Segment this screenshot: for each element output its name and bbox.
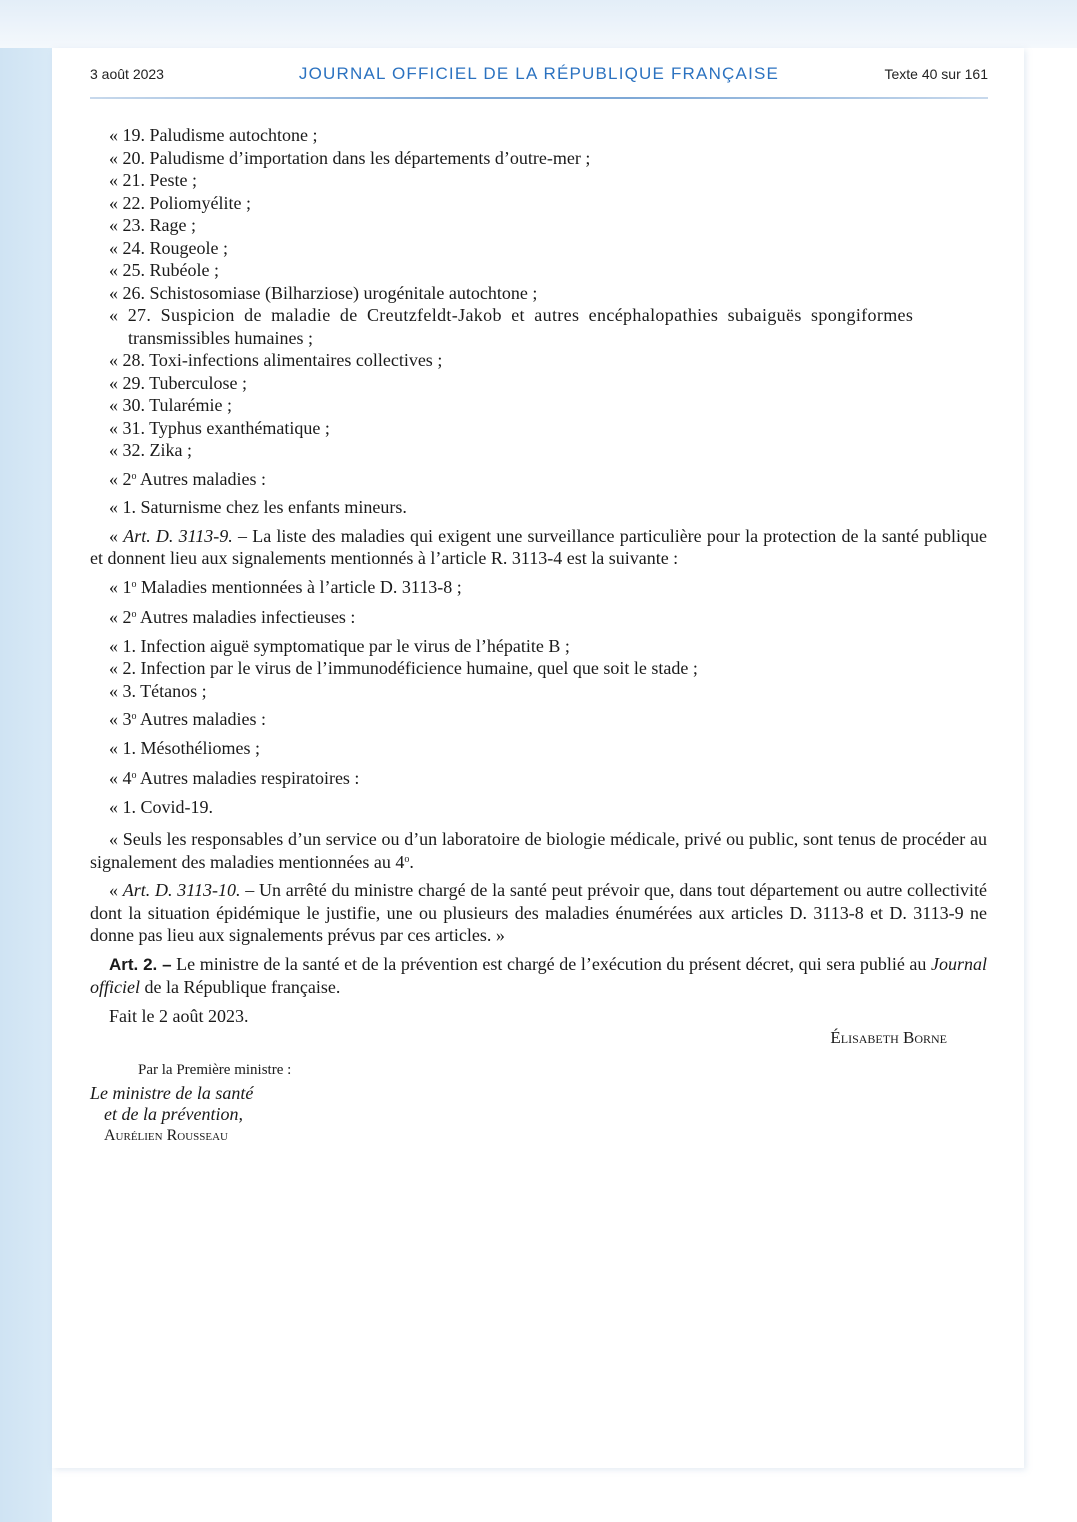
list-item: « 24. Rougeole ; (109, 237, 228, 258)
list-item: « 30. Tularémie ; (109, 395, 233, 415)
section-heading: « 2$^o$ Autres maladies : (109, 468, 266, 489)
list-item: « 28. Toxi-infections alimentaires collectives ; (109, 350, 443, 370)
list-item: « 1. Mésothéliomes ; (109, 737, 260, 758)
article-2-label: Art. 2. – (109, 954, 172, 974)
signature-block (90, 1027, 987, 1167)
list-item: « 2. Infection par le virus de l’immunodéficience humaine, quel que soit le stade ; (109, 658, 698, 678)
list-item-27 (90, 304, 987, 349)
signature-par-la: Par la Première ministre : (138, 1062, 292, 1078)
list-item: « 31. Typhus exanthématique ; (109, 417, 330, 438)
top-margin-band (0, 0, 1077, 48)
fait-le: Fait le 2 août 2023. (109, 1005, 249, 1026)
list-item: « 1. Saturnisme chez les enfants mineurs. (109, 497, 407, 517)
minister-title-line2: et de la prévention, (104, 1104, 243, 1124)
list-item: « 20. Paludisme d’importation dans les départements d’outre-mer ; (109, 147, 591, 168)
article-d3113-9: « Art. D. 3113-9. – La liste des maladies qui exigent une surveillance particulière pour la protection de la santé publique et donnent lieu aux signalements mentionnés à l’article R. 3113-4 est la suivante : (90, 525, 988, 568)
list-item-27-line2: transmissibles humaines ; (128, 327, 313, 348)
article-d3113-10: « Art. D. 3113-10. – Un arrêté du ministre chargé de la santé peut prévoir que, dans tout département ou autre collectivité dont la situation épidémique le justifie, une ou plusieurs des maladies énumérées aux articles D. 3113-8 et D. 3113-9 ne donne pas lieu aux signalements prévus par ces articles. » (90, 880, 987, 945)
header-text-number: Texte 40 sur 161 (884, 66, 988, 82)
list-item-27-line1: « 27. Suspicion de maladie de Creutzfeldt-Jakob et autres encéphalopathies subaiguës spongiformes (109, 305, 914, 325)
list-item: « 29. Tuberculose ; (109, 372, 248, 393)
list-item: « 23. Rage ; (109, 215, 196, 235)
document-body (90, 124, 987, 1167)
page-header (90, 64, 988, 88)
list-item: « 19. Paludisme autochtone ; (109, 125, 318, 145)
article-2: Art. 2. – Le ministre de la santé et de la prévention est chargé de l’exécution du présent décret, qui sera publié au Journal officiel de la République française. (90, 953, 988, 997)
signature-prime-minister: Élisabeth Borne (830, 1028, 947, 1047)
list-item: « 3. Tétanos ; (109, 680, 207, 701)
section-heading: « 4$^o$ Autres maladies respiratoires : (109, 768, 360, 788)
section-heading: « 3$^o$ Autres maladies : (109, 709, 266, 729)
signature-minister (90, 1083, 253, 1146)
header-date: 3 août 2023 (90, 66, 164, 82)
journal-title: JOURNAL OFFICIEL DE LA RÉPUBLIQUE FRANÇAISE (298, 64, 780, 83)
left-margin-band (0, 0, 52, 1522)
journal-officiel-italic: Journal officiel (90, 953, 988, 997)
list-item: « 21. Peste ; (109, 170, 197, 190)
disease-list-part2 (90, 349, 987, 462)
article-label: Art. D. 3113-10. (122, 880, 241, 900)
minister-name: Aurélien Rousseau (104, 1127, 229, 1144)
disease-list-part1 (90, 124, 987, 304)
section-heading: « 1$^o$ Maladies mentionnées à l’article D. 3113-8 ; (109, 576, 462, 597)
list-item: « 25. Rubéole ; (109, 260, 219, 280)
list-item: « 32. Zika ; (109, 440, 192, 460)
section-heading: « 2$^o$ Autres maladies infectieuses : (109, 607, 356, 627)
article-label: Art. D. 3113-9. (123, 525, 233, 546)
list-item: « 1. Infection aiguë symptomatique par le virus de l’hépatite B ; (109, 635, 570, 656)
list-item: « 22. Poliomyélite ; (109, 192, 251, 213)
header-rule (90, 97, 988, 99)
list-item: « 26. Schistosomiase (Bilharziose) urogénitale autochtone ; (109, 282, 538, 303)
minister-title-line1: Le ministre de la santé (90, 1083, 254, 1103)
paragraph-seuls: « Seuls les responsables d’un service ou d’un laboratoire de biologie médicale, privé ou public, sont tenus de procéder au signalement des maladies mentionnées au 4$^o$. (90, 829, 987, 872)
list-item: « 1. Covid-19. (109, 796, 214, 817)
